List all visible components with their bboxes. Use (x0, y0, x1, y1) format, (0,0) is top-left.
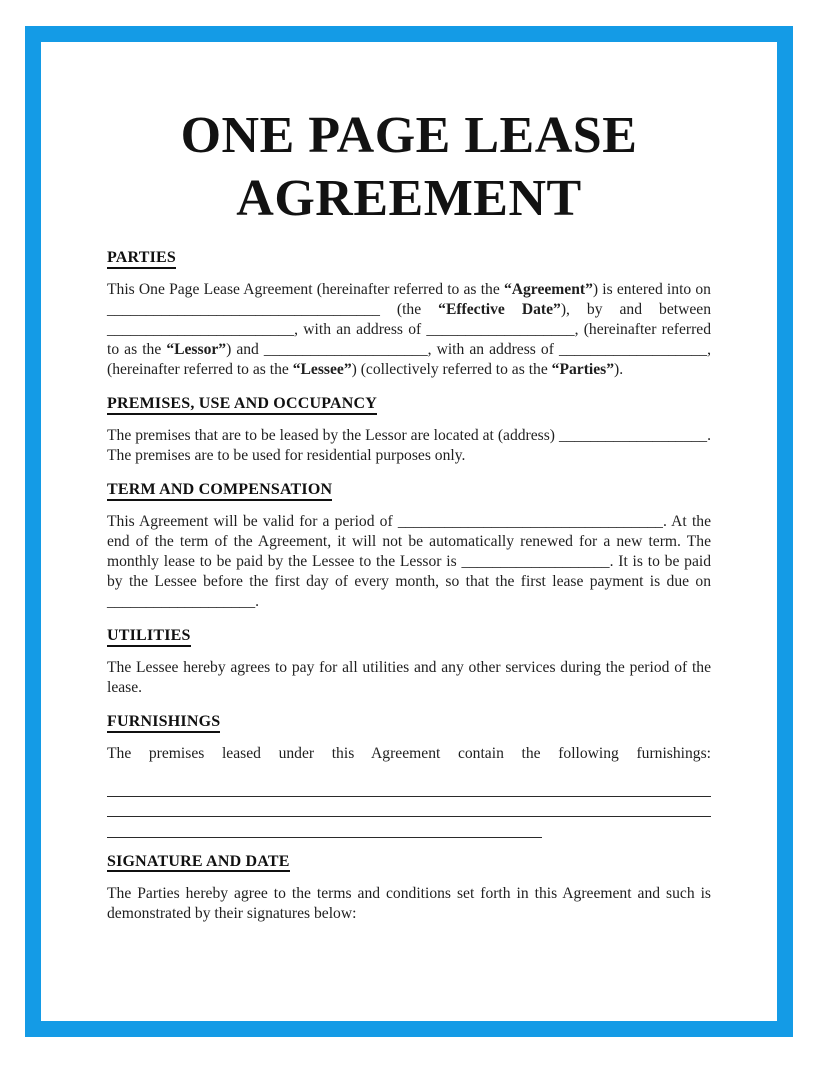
text-segment: ) and (226, 341, 264, 358)
text-segment: The premises that are to be leased by the Lessor are located at (address) (107, 427, 559, 444)
text-segment: The premises leased under this Agreement contain the following furnishings: (107, 745, 711, 762)
section-heading-text: SIGNATURE AND DATE (107, 853, 290, 873)
paragraph (107, 280, 711, 380)
lease-document (41, 42, 777, 1021)
section-heading (107, 248, 711, 268)
section-term (107, 480, 711, 612)
text-segment: (the (379, 301, 439, 318)
text-segment: ) is entered into on (592, 281, 711, 298)
text-segment: . At the end of the term of the Agreement, it will not be automatically renewed for a new term. The monthly lease to be paid by the Lessee to the Lessor is (107, 513, 711, 570)
section-furnishings (107, 712, 711, 838)
paragraph (107, 512, 711, 612)
text-segment: . The premises are to be used for residential purposes only. (107, 427, 711, 464)
section-heading-text: FURNISHINGS (107, 713, 220, 733)
section-heading (107, 480, 711, 500)
fill-in-blank: __________________________________ (397, 513, 663, 530)
section-heading (107, 712, 711, 732)
fill-in-blank: ___________________ (107, 593, 256, 610)
paragraph (107, 744, 711, 764)
fill-in-blank: ___________________ (558, 427, 708, 444)
document-title: ONE PAGE LEASE AGREEMENT (180, 107, 638, 227)
blank-line (107, 818, 542, 838)
blank-line (107, 777, 711, 797)
text-segment: This One Page Lease Agreement (hereinafter referred to as the (107, 281, 504, 298)
text-segment: ). (614, 361, 624, 378)
section-heading-text: PREMISES, USE AND OCCUPANCY (107, 395, 377, 415)
text-segment: ), by and between (560, 301, 711, 318)
text-segment: . It is to be paid by the Lessee before the first day of every month, so that the first lease payment is due on (107, 553, 711, 590)
paragraph (107, 426, 711, 466)
fill-in-blank: ___________________ (558, 341, 708, 358)
section-utilities (107, 626, 711, 698)
defined-term: “Effective Date” (438, 301, 561, 318)
fill-in-blank: ________________________ (107, 321, 295, 338)
section-parties (107, 248, 711, 380)
text-segment: , (hereinafter referred to as the (107, 321, 711, 358)
paragraph (107, 658, 711, 698)
text-segment: . (255, 593, 260, 610)
defined-term: “Lessor” (166, 341, 227, 358)
defined-term: “Agreement” (503, 281, 593, 298)
fill-in-blank: _____________________ (263, 341, 428, 358)
text-segment: , with an address of (294, 321, 427, 338)
section-heading-text: PARTIES (107, 249, 176, 269)
section-heading (107, 852, 711, 872)
text-segment: , (hereinafter referred to as the (107, 341, 711, 378)
section-heading-text: UTILITIES (107, 627, 191, 647)
text-segment: ) (collectively referred to as the (351, 361, 552, 378)
text-segment: The Lessee hereby agrees to pay for all utilities and any other services during the period of the lease. (107, 659, 711, 696)
blank-line (107, 798, 711, 818)
section-signature (107, 852, 711, 924)
fill-in-blank: ___________________ (426, 321, 575, 338)
text-segment: The Parties hereby agree to the terms and conditions set forth in this Agreement and such is demonstrated by their signatures below: (107, 884, 711, 922)
section-heading (107, 626, 711, 646)
fill-in-blank: ___________________________________ (107, 301, 380, 318)
section-heading-text: TERM AND COMPENSATION (107, 481, 332, 501)
paragraph (107, 884, 711, 924)
text-segment: This Agreement will be valid for a period of (107, 513, 398, 530)
section-premises (107, 394, 711, 466)
text-segment: , with an address of (427, 341, 559, 358)
document-sections (107, 248, 711, 924)
defined-term: “Lessee” (292, 361, 352, 378)
fill-in-blank: ___________________ (461, 553, 610, 570)
defined-term: “Parties” (551, 361, 615, 378)
section-heading (107, 394, 711, 414)
page-border-frame (25, 26, 793, 1037)
